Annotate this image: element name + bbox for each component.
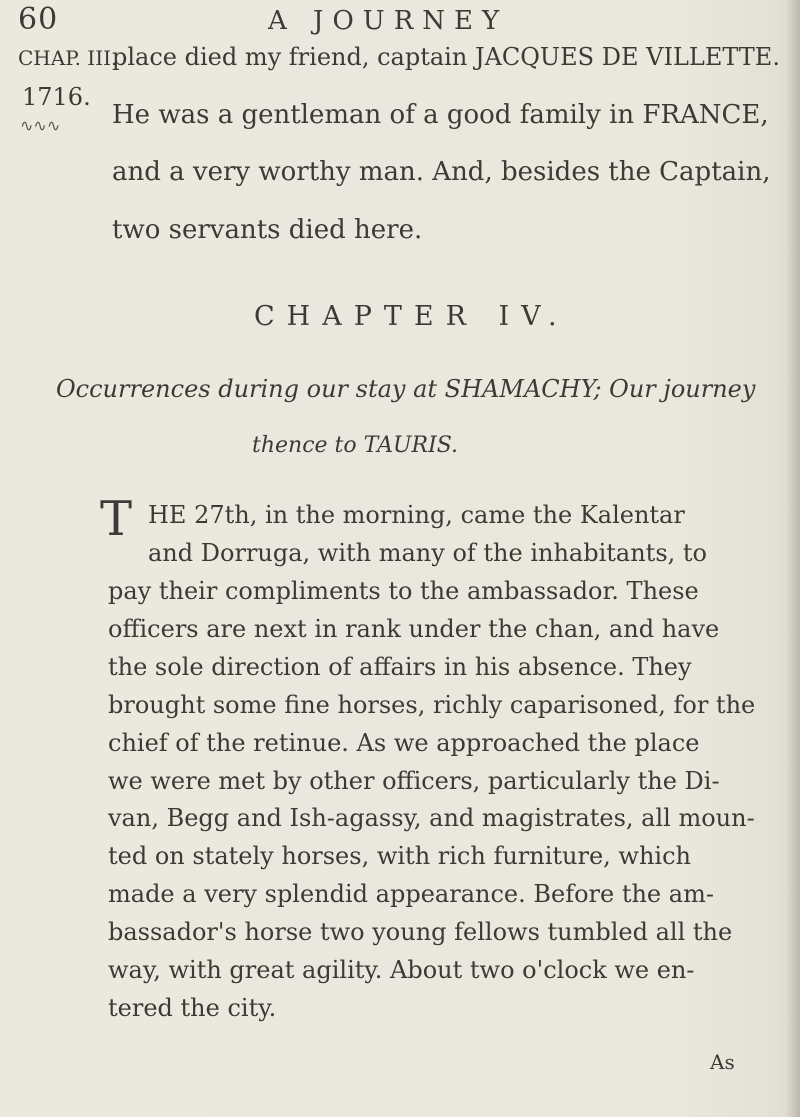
intro-line: He was a gentleman of a good family in FRANCE, [112, 100, 769, 130]
body-line: way, with great agility. About two o'clock we en- [108, 956, 695, 984]
body-line: pay their compliments to the ambassador. These [108, 577, 699, 605]
drop-cap: T [100, 491, 133, 547]
body-line: brought some fine horses, richly caparisoned, for the [108, 691, 756, 719]
page-gutter-shadow [786, 0, 800, 1117]
catchword: As [710, 1050, 735, 1074]
body-line: bassador's horse two young fellows tumbled all the [108, 918, 733, 946]
chapter-summary-line: thence to TAURIS. [252, 433, 459, 458]
intro-line: and a very worthy man. And, besides the Captain, [112, 157, 771, 187]
body-line: officers are next in rank under the chan, and have [108, 615, 720, 643]
intro-line: two servants died here. [112, 215, 423, 245]
page-number: 60 [18, 2, 59, 37]
body-line: HE 27th, in the morning, came the Kalentar [148, 501, 685, 529]
margin-year: 1716. [22, 83, 91, 111]
body-line: made a very splendid appearance. Before the am- [108, 880, 714, 908]
chapter-summary-line: Occurrences during our stay at SHAMACHY; Our journey [56, 375, 756, 403]
body-line: van, Begg and Ish-agassy, and magistrates, all moun- [108, 804, 755, 832]
body-line: ted on stately horses, with rich furniture, which [108, 842, 692, 870]
margin-chapter-label: CHAP. III. [18, 46, 118, 70]
body-line: and Dorruga, with many of the inhabitants, to [148, 539, 707, 567]
chapter-heading: CHAPTER IV. [254, 301, 569, 332]
body-line: chief of the retinue. As we approached the place [108, 729, 700, 757]
body-line: the sole direction of affairs in his absence. They [108, 653, 692, 681]
intro-line: place died my friend, captain JACQUES DE VILLETTE. [112, 43, 780, 71]
body-line: we were met by other officers, particularly the Di- [108, 767, 720, 795]
body-line: tered the city. [108, 994, 277, 1022]
flourish-ornament: ∿∿∿ [20, 116, 61, 135]
running-title: A JOURNEY [268, 6, 509, 36]
